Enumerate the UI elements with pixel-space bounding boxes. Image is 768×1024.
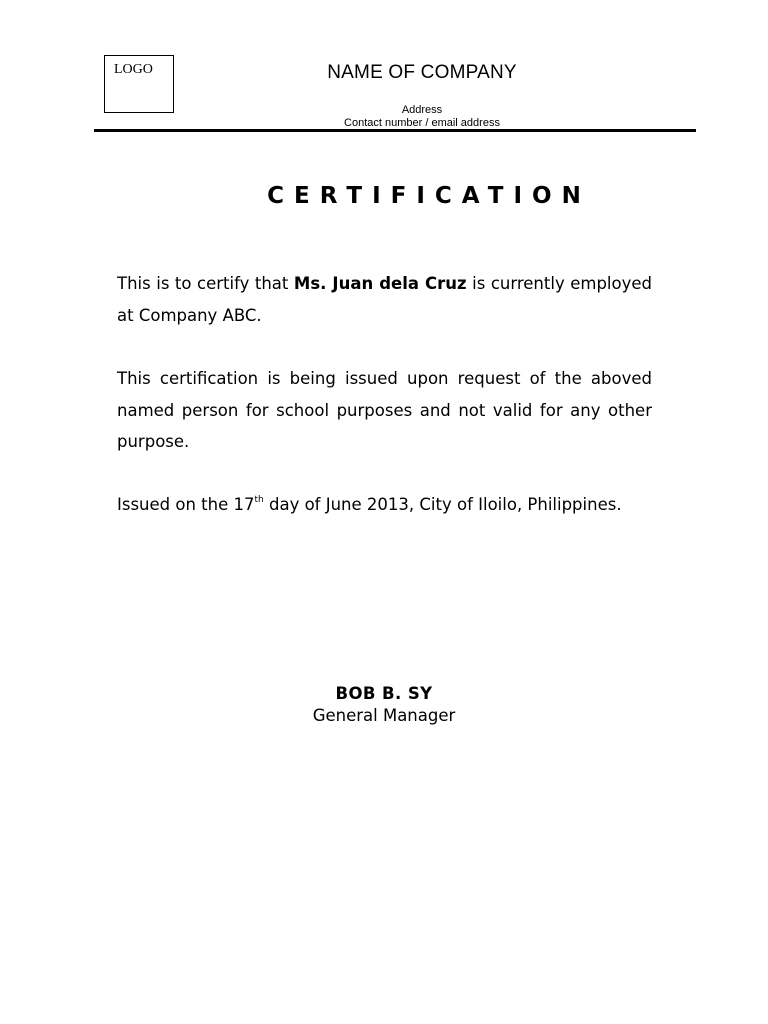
signatory-title: General Manager [312, 706, 456, 725]
paragraph-text: is currently employed at Company ABC. [117, 274, 652, 325]
issued-paragraph [117, 489, 652, 521]
purpose-paragraph: This certification is being issued upon request of the aboved named person for school purposes and not valid for any other purpose. [117, 369, 652, 451]
logo-placeholder [104, 55, 174, 113]
company-address: Address [401, 104, 443, 116]
paragraph-text: This is to certify that [117, 274, 294, 293]
employee-name: Ms. Juan dela Cruz [293, 274, 467, 293]
issued-place-text: day of June 2013, City of Iloilo, Philippines. [263, 495, 622, 514]
signatory-name: BOB B. SY [335, 684, 433, 703]
company-name: NAME OF COMPANY [327, 62, 517, 83]
logo-text: LOGO [114, 62, 153, 77]
header-divider [94, 129, 696, 132]
ordinal-suffix: th [254, 494, 264, 505]
document-title: CERTIFICATION [267, 183, 591, 209]
issued-date-text: Issued on the 17 [117, 495, 255, 514]
company-contact: Contact number / email address [344, 117, 500, 129]
certification-paragraph [117, 268, 652, 331]
